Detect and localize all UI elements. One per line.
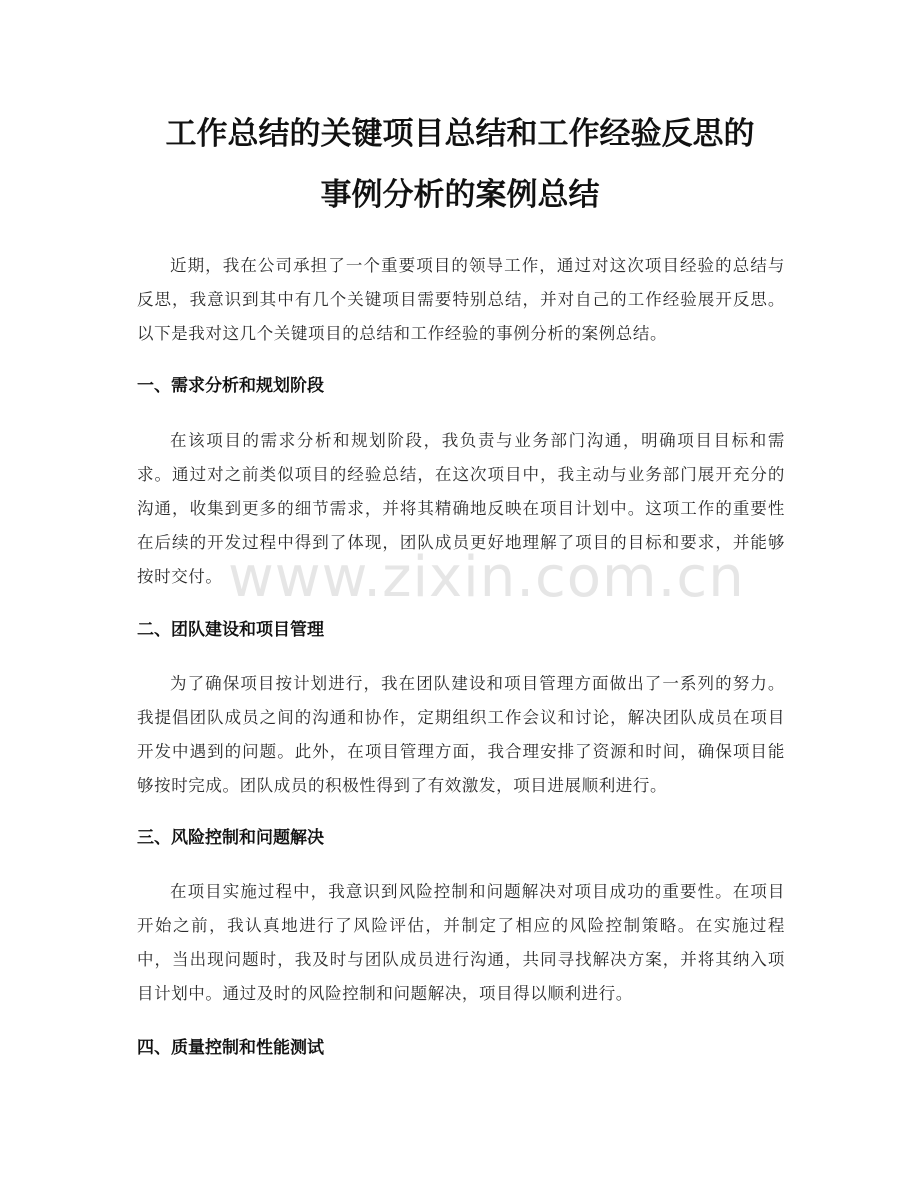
section-body-1: 在该项目的需求分析和规划阶段，我负责与业务部门沟通，明确项目目标和需求。通过对之前类似项目的经验总结，在这次项目中，我主动与业务部门展开充分的沟通，收集到更多的细节需求，并将其精确地反映在项目计划中。这项工作的重要性在后续的开发过程中得到了体现，团队成员更好地理解了项目的目标和要求，并能够按时交付。 — [137, 431, 785, 586]
section-heading-2: 二、团队建设和项目管理 — [137, 620, 324, 640]
section-heading-1: 一、需求分析和规划阶段 — [137, 376, 324, 396]
section-heading-4: 四、质量控制和性能测试 — [137, 1038, 324, 1058]
section-body-3: 在项目实施过程中，我意识到风险控制和问题解决对项目成功的重要性。在项目开始之前，我认真地进行了风险评估，并制定了相应的风险控制策略。在实施过程中，当出现问题时，我及时与团队成员进行沟通，共同寻找解决方案，并将其纳入项目计划中。通过及时的风险控制和问题解决，项目得以顺利进行。 — [137, 882, 785, 1003]
watermark-text: www.zixin.com.cn — [228, 545, 745, 610]
intro-paragraph: 近期，我在公司承担了一个重要项目的领导工作，通过对这次项目经验的总结与反思，我意识到其中有几个关键项目需要特别总结，并对自己的工作经验展开反思。以下是我对这几个关键项目的总结和工作经验的事例分析的案例总结。 — [137, 256, 785, 343]
section-heading-3: 三、风险控制和问题解决 — [137, 828, 324, 848]
document-title-line-2: 事例分析的案例总结 — [320, 177, 600, 213]
section-body-2: 为了确保项目按计划进行，我在团队建设和项目管理方面做出了一系列的努力。我提倡团队成员之间的沟通和协作，定期组织工作会议和讨论，解决团队成员在项目开发中遇到的问题。此外，在项目管理方面，我合理安排了资源和时间，确保项目能够按时完成。团队成员的积极性得到了有效激发，项目进展顺利进行。 — [137, 674, 785, 795]
document-title-line-1: 工作总结的关键项目总结和工作经验反思的 — [165, 116, 755, 152]
